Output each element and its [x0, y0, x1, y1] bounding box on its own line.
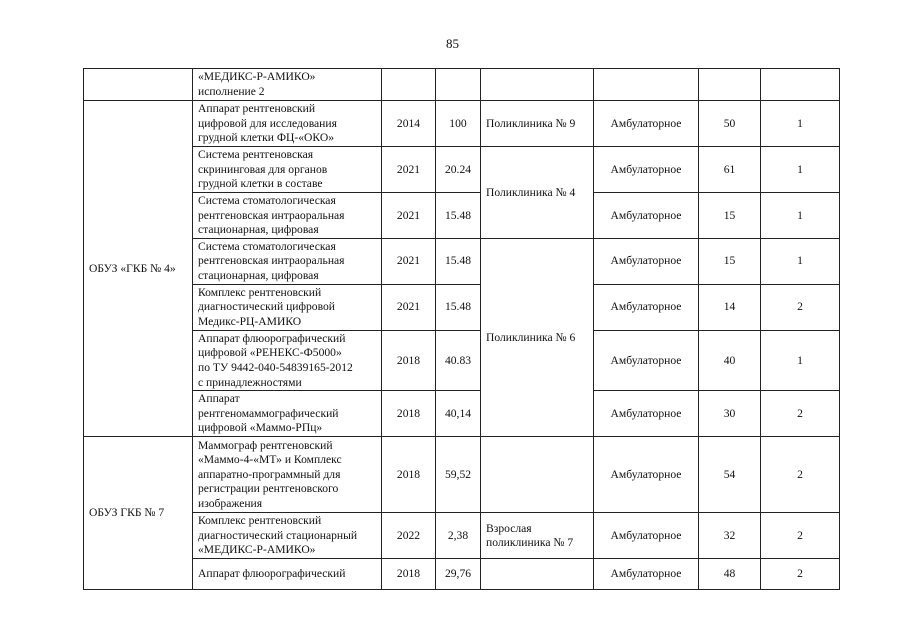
- table-row: [84, 559, 840, 590]
- quantity-cell: 1: [761, 147, 840, 193]
- care-type-cell: Амбулаторное: [594, 330, 699, 390]
- number-cell: 40: [699, 330, 761, 390]
- cost-cell: 29,76: [436, 559, 481, 590]
- page-number: 85: [446, 36, 459, 51]
- org-cell: ОБУЗ ГКБ № 7: [84, 437, 193, 590]
- care-type-cell: [594, 69, 699, 101]
- quantity-cell: 1: [761, 193, 840, 239]
- cost-cell: 15.48: [436, 193, 481, 239]
- care-type-cell: Амбулаторное: [594, 391, 699, 437]
- cost-cell: 15.48: [436, 284, 481, 330]
- care-type-cell: Амбулаторное: [594, 284, 699, 330]
- year-cell: 2018: [382, 437, 436, 513]
- table-row: [84, 284, 840, 330]
- year-cell: 2021: [382, 238, 436, 284]
- year-cell: 2018: [382, 559, 436, 590]
- table-row: [84, 193, 840, 239]
- cost-cell: 20.24: [436, 147, 481, 193]
- quantity-cell: [761, 69, 840, 101]
- cost-cell: 2,38: [436, 513, 481, 559]
- quantity-cell: 2: [761, 513, 840, 559]
- place-cell: Поликлиника № 4: [481, 147, 594, 239]
- place-cell: Поликлиника № 6: [481, 238, 594, 436]
- equipment-name-cell: Система стоматологическая рентгеновская интраоральная стационарная, цифровая: [193, 238, 382, 284]
- number-cell: 14: [699, 284, 761, 330]
- cost-cell: 59,52: [436, 437, 481, 513]
- number-cell: 54: [699, 437, 761, 513]
- table-row: [84, 238, 840, 284]
- quantity-cell: 2: [761, 437, 840, 513]
- org-cell: ОБУЗ «ГКБ № 4»: [84, 101, 193, 437]
- equipment-table: [83, 68, 840, 590]
- quantity-cell: 1: [761, 330, 840, 390]
- equipment-name-cell: Аппарат флюорографический цифровой «РЕНЕКС-Ф5000» по ТУ 9442-040-54839165-2012 с принадлежностями: [193, 330, 382, 390]
- care-type-cell: Амбулаторное: [594, 147, 699, 193]
- equipment-name-cell: Система стоматологическая рентгеновская интраоральная стационарная, цифровая: [193, 193, 382, 239]
- care-type-cell: Амбулаторное: [594, 437, 699, 513]
- equipment-name-cell: Система рентгеновская скрининговая для органов грудной клетки в составе: [193, 147, 382, 193]
- quantity-cell: 1: [761, 101, 840, 147]
- table-row: [84, 101, 840, 147]
- cost-cell: 15.48: [436, 238, 481, 284]
- table-row: [84, 330, 840, 390]
- care-type-cell: Амбулаторное: [594, 193, 699, 239]
- equipment-name-cell: Аппарат флюорографический: [193, 559, 382, 590]
- table-row: [84, 69, 840, 101]
- number-cell: [699, 69, 761, 101]
- number-cell: 48: [699, 559, 761, 590]
- cost-cell: 40,14: [436, 391, 481, 437]
- quantity-cell: 2: [761, 284, 840, 330]
- equipment-name-cell: Аппарат рентгеномаммографический цифровой «Маммо-РПц»: [193, 391, 382, 437]
- number-cell: 32: [699, 513, 761, 559]
- care-type-cell: Амбулаторное: [594, 238, 699, 284]
- equipment-name-cell: Комплекс рентгеновский диагностический стационарный «МЕДИКС-Р-АМИКО»: [193, 513, 382, 559]
- table-row: [84, 513, 840, 559]
- equipment-name-cell: Комплекс рентгеновский диагностический цифровой Медикс-РЦ-АМИКО: [193, 284, 382, 330]
- year-cell: [382, 69, 436, 101]
- table-row: [84, 147, 840, 193]
- number-cell: 50: [699, 101, 761, 147]
- year-cell: 2018: [382, 391, 436, 437]
- place-cell: [481, 69, 594, 101]
- year-cell: 2021: [382, 193, 436, 239]
- number-cell: 15: [699, 193, 761, 239]
- number-cell: 30: [699, 391, 761, 437]
- number-cell: 61: [699, 147, 761, 193]
- care-type-cell: Амбулаторное: [594, 559, 699, 590]
- place-cell: [481, 437, 594, 513]
- quantity-cell: 2: [761, 559, 840, 590]
- quantity-cell: 2: [761, 391, 840, 437]
- equipment-name-cell: Аппарат рентгеновский цифровой для исследования грудной клетки ФЦ-«ОКО»: [193, 101, 382, 147]
- place-cell: Взрослая поликлиника № 7: [481, 513, 594, 559]
- cost-cell: 40.83: [436, 330, 481, 390]
- year-cell: 2022: [382, 513, 436, 559]
- cost-cell: 100: [436, 101, 481, 147]
- care-type-cell: Амбулаторное: [594, 513, 699, 559]
- cost-cell: [436, 69, 481, 101]
- care-type-cell: Амбулаторное: [594, 101, 699, 147]
- quantity-cell: 1: [761, 238, 840, 284]
- table-row: [84, 391, 840, 437]
- number-cell: 15: [699, 238, 761, 284]
- table-row: [84, 437, 840, 513]
- year-cell: 2014: [382, 101, 436, 147]
- org-cell: [84, 69, 193, 101]
- place-cell: [481, 559, 594, 590]
- year-cell: 2021: [382, 147, 436, 193]
- equipment-name-cell: Маммограф рентгеновский «Маммо-4-«МТ» и Комплекс аппаратно-программный для регистрации рентгеновского изображения: [193, 437, 382, 513]
- year-cell: 2021: [382, 284, 436, 330]
- place-cell: Поликлиника № 9: [481, 101, 594, 147]
- year-cell: 2018: [382, 330, 436, 390]
- equipment-name-cell: «МЕДИКС-Р-АМИКО» исполнение 2: [193, 69, 382, 101]
